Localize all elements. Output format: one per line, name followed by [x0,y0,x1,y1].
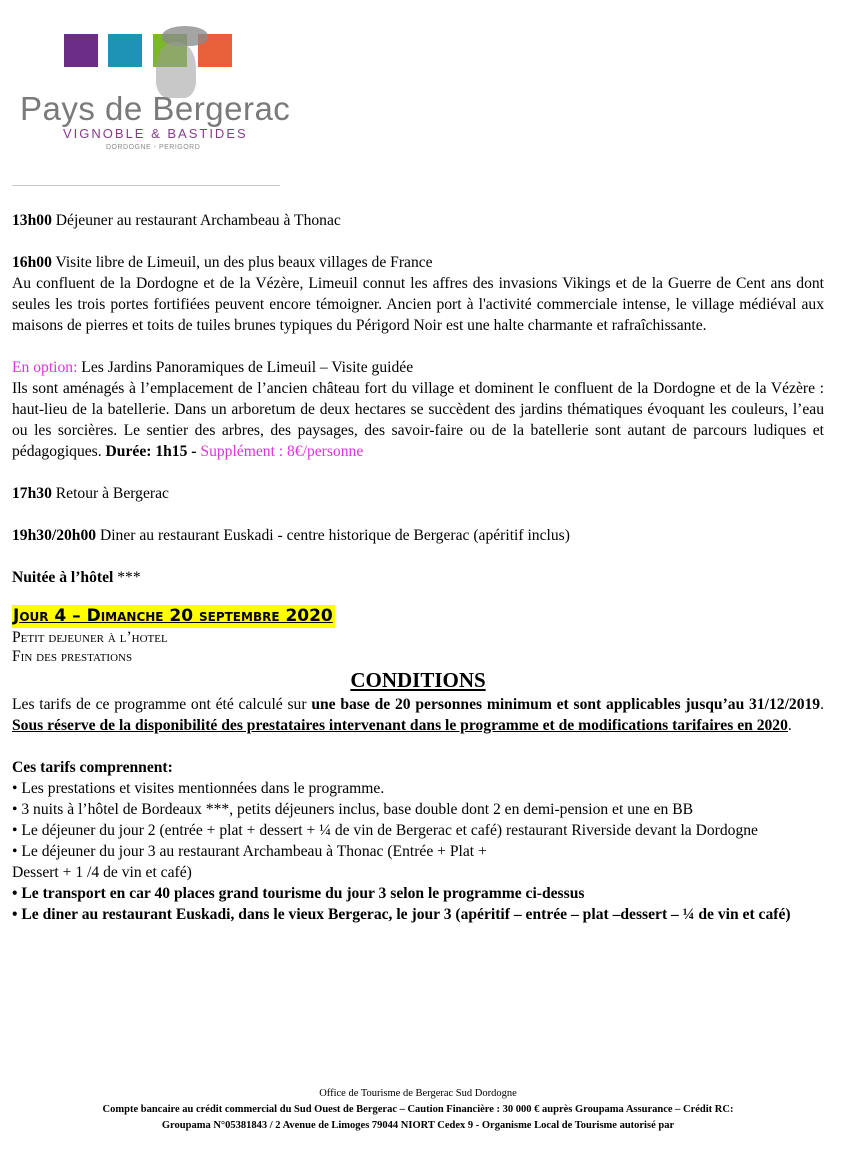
day4-line-2: Fin des prestations [12,648,133,665]
dinner-text: Diner au restaurant Euskadi - centre historique de Bergerac (apéritif inclus) [96,527,570,544]
option-label: En option: [12,359,78,376]
conditions-intro-e: . [787,717,792,734]
visit-title [12,252,824,273]
return-item [12,483,824,504]
return-text: Retour à Bergerac [51,485,169,502]
lunch-item [12,210,824,231]
day4-heading [12,605,824,628]
include-line-3: • Le déjeuner du jour 2 (entrée + plat + dessert + ¼ de vin de Bergerac et café) restaurant Riverside devant la Dordogne [12,822,758,839]
include-line-2: • 3 nuits à l’hôtel de Bordeaux ***, petits déjeuners inclus, base double dont 2 en demi-pension et une en BB [12,801,694,818]
pays-de-bergerac-logo [20,8,290,158]
option-duration: Durée: 1h15 - [105,443,197,460]
option-supplement: Supplément : 8€/personne [196,443,364,460]
dinner-item [12,525,824,546]
visit-title-text: Visite libre de Limeuil, un des plus beaux villages de France [51,254,433,271]
night-stars: *** [113,569,141,586]
option-desc-text: Ils sont aménagés à l’emplacement de l’ancien château fort du village et dominent le confluent de la Dordogne et de la Vézère : haut-lieu de la batellerie. Dans un arboretum de deux hectares se succèdent des jardins thématiques évoquant les couleurs, l’eau ou les sorcières. Le sentier des arbres, des paysages, des savoir-faire ou de la batellerie sont autant de parcours ludiques et pédagogiques. [12,380,824,460]
conditions-intro-b: une base de 20 personnes minimum et sont applicables jusqu’au 31/12/2019 [311,696,821,713]
include-line-5: Dessert + 1 /4 de vin et café) [12,864,192,881]
conditions-intro-d: Sous réserve de la disponibilité des prestataires intervenant dans le programme et de modifications tarifaires en 2020 [12,717,788,734]
conditions-title: CONDITIONS [350,668,486,692]
include-bold-1 [12,883,824,904]
conditions-intro [12,694,824,736]
include-bold-1-text: • Le transport en car 40 places grand tourisme du jour 3 selon le programme ci-dessus [12,885,585,902]
night-item [12,567,824,588]
option-title [12,357,824,378]
logo-title: Pays de Bergerac [20,90,291,127]
include-title-text: Ces tarifs comprennent: [12,759,173,776]
conditions-intro-c: . [820,696,824,713]
logo-subtitle: VIGNOBLE & BASTIDES [63,126,248,141]
option-description [12,378,824,462]
logo-region: DORDOGNE - PERIGORD [106,144,201,151]
include-line-4: • Le déjeuner du jour 3 au restaurant Archambeau à Thonac (Entrée + Plat + [12,843,487,860]
footer-line-2-text: Compte bancaire au crédit commercial du Sud Ouest de Bergerac – Caution Financière : 30 000 € auprès Groupama Assurance – Crédit RC: [102,1104,734,1115]
footer-line-1: Office de Tourisme de Bergerac Sud Dordogne [319,1088,517,1099]
night-text: Nuitée à l’hôtel [12,569,114,586]
include-line-1: • Les prestations et visites mentionnées dans le programme. [12,780,385,797]
conditions-intro-a: Les tarifs de ce programme ont été calculé sur [12,696,312,713]
include-bold-2-text: • Le diner au restaurant Euskadi, dans le vieux Bergerac, le jour 3 (apéritif – entrée – plat –dessert – ¼ de vin et café) [12,906,791,923]
logo-square-purple [64,34,98,67]
footer [0,1086,836,1134]
footer-line-3 [0,1118,836,1134]
logo-square-blue [108,34,142,67]
header-divider [12,185,280,186]
include-bold-2 [12,904,824,925]
lunch-text: Déjeuner au restaurant Archambeau à Thonac [51,212,341,229]
include-title [12,757,824,778]
footer-line-2 [0,1102,836,1118]
day4-line-1: Petit dejeuner à l’hotel [12,629,168,646]
visit-description: Au confluent de la Dordogne et de la Vézère, Limeuil connut les affres des invasions Vikings et de la Guerre de Cent ans dont seules les trois portes fortifiées peuvent encore témoigner. Ancien port à l'activité commerciale intense, le village médiéval aux maisons de pierres et toits de tuiles brunes typiques du Périgord Noir est une halte charmante et rafraîchissante. [12,275,824,334]
day4-title: Jour 4 – Dimanche 20 septembre 2020 [13,606,333,626]
dinner-time: 19h30/20h00 [12,527,97,544]
option-title-text: Les Jardins Panoramiques de Limeuil – Visite guidée [77,359,414,376]
lunch-time: 13h00 [12,212,52,229]
footer-line-3-text: Groupama N°05381843 / 2 Avenue de Limoges 79044 NIORT Cedex 9 - Organisme Local de Tourisme autorisé par [161,1120,675,1131]
visit-time: 16h00 [12,254,52,271]
document-body [12,210,824,925]
return-time: 17h30 [12,485,52,502]
